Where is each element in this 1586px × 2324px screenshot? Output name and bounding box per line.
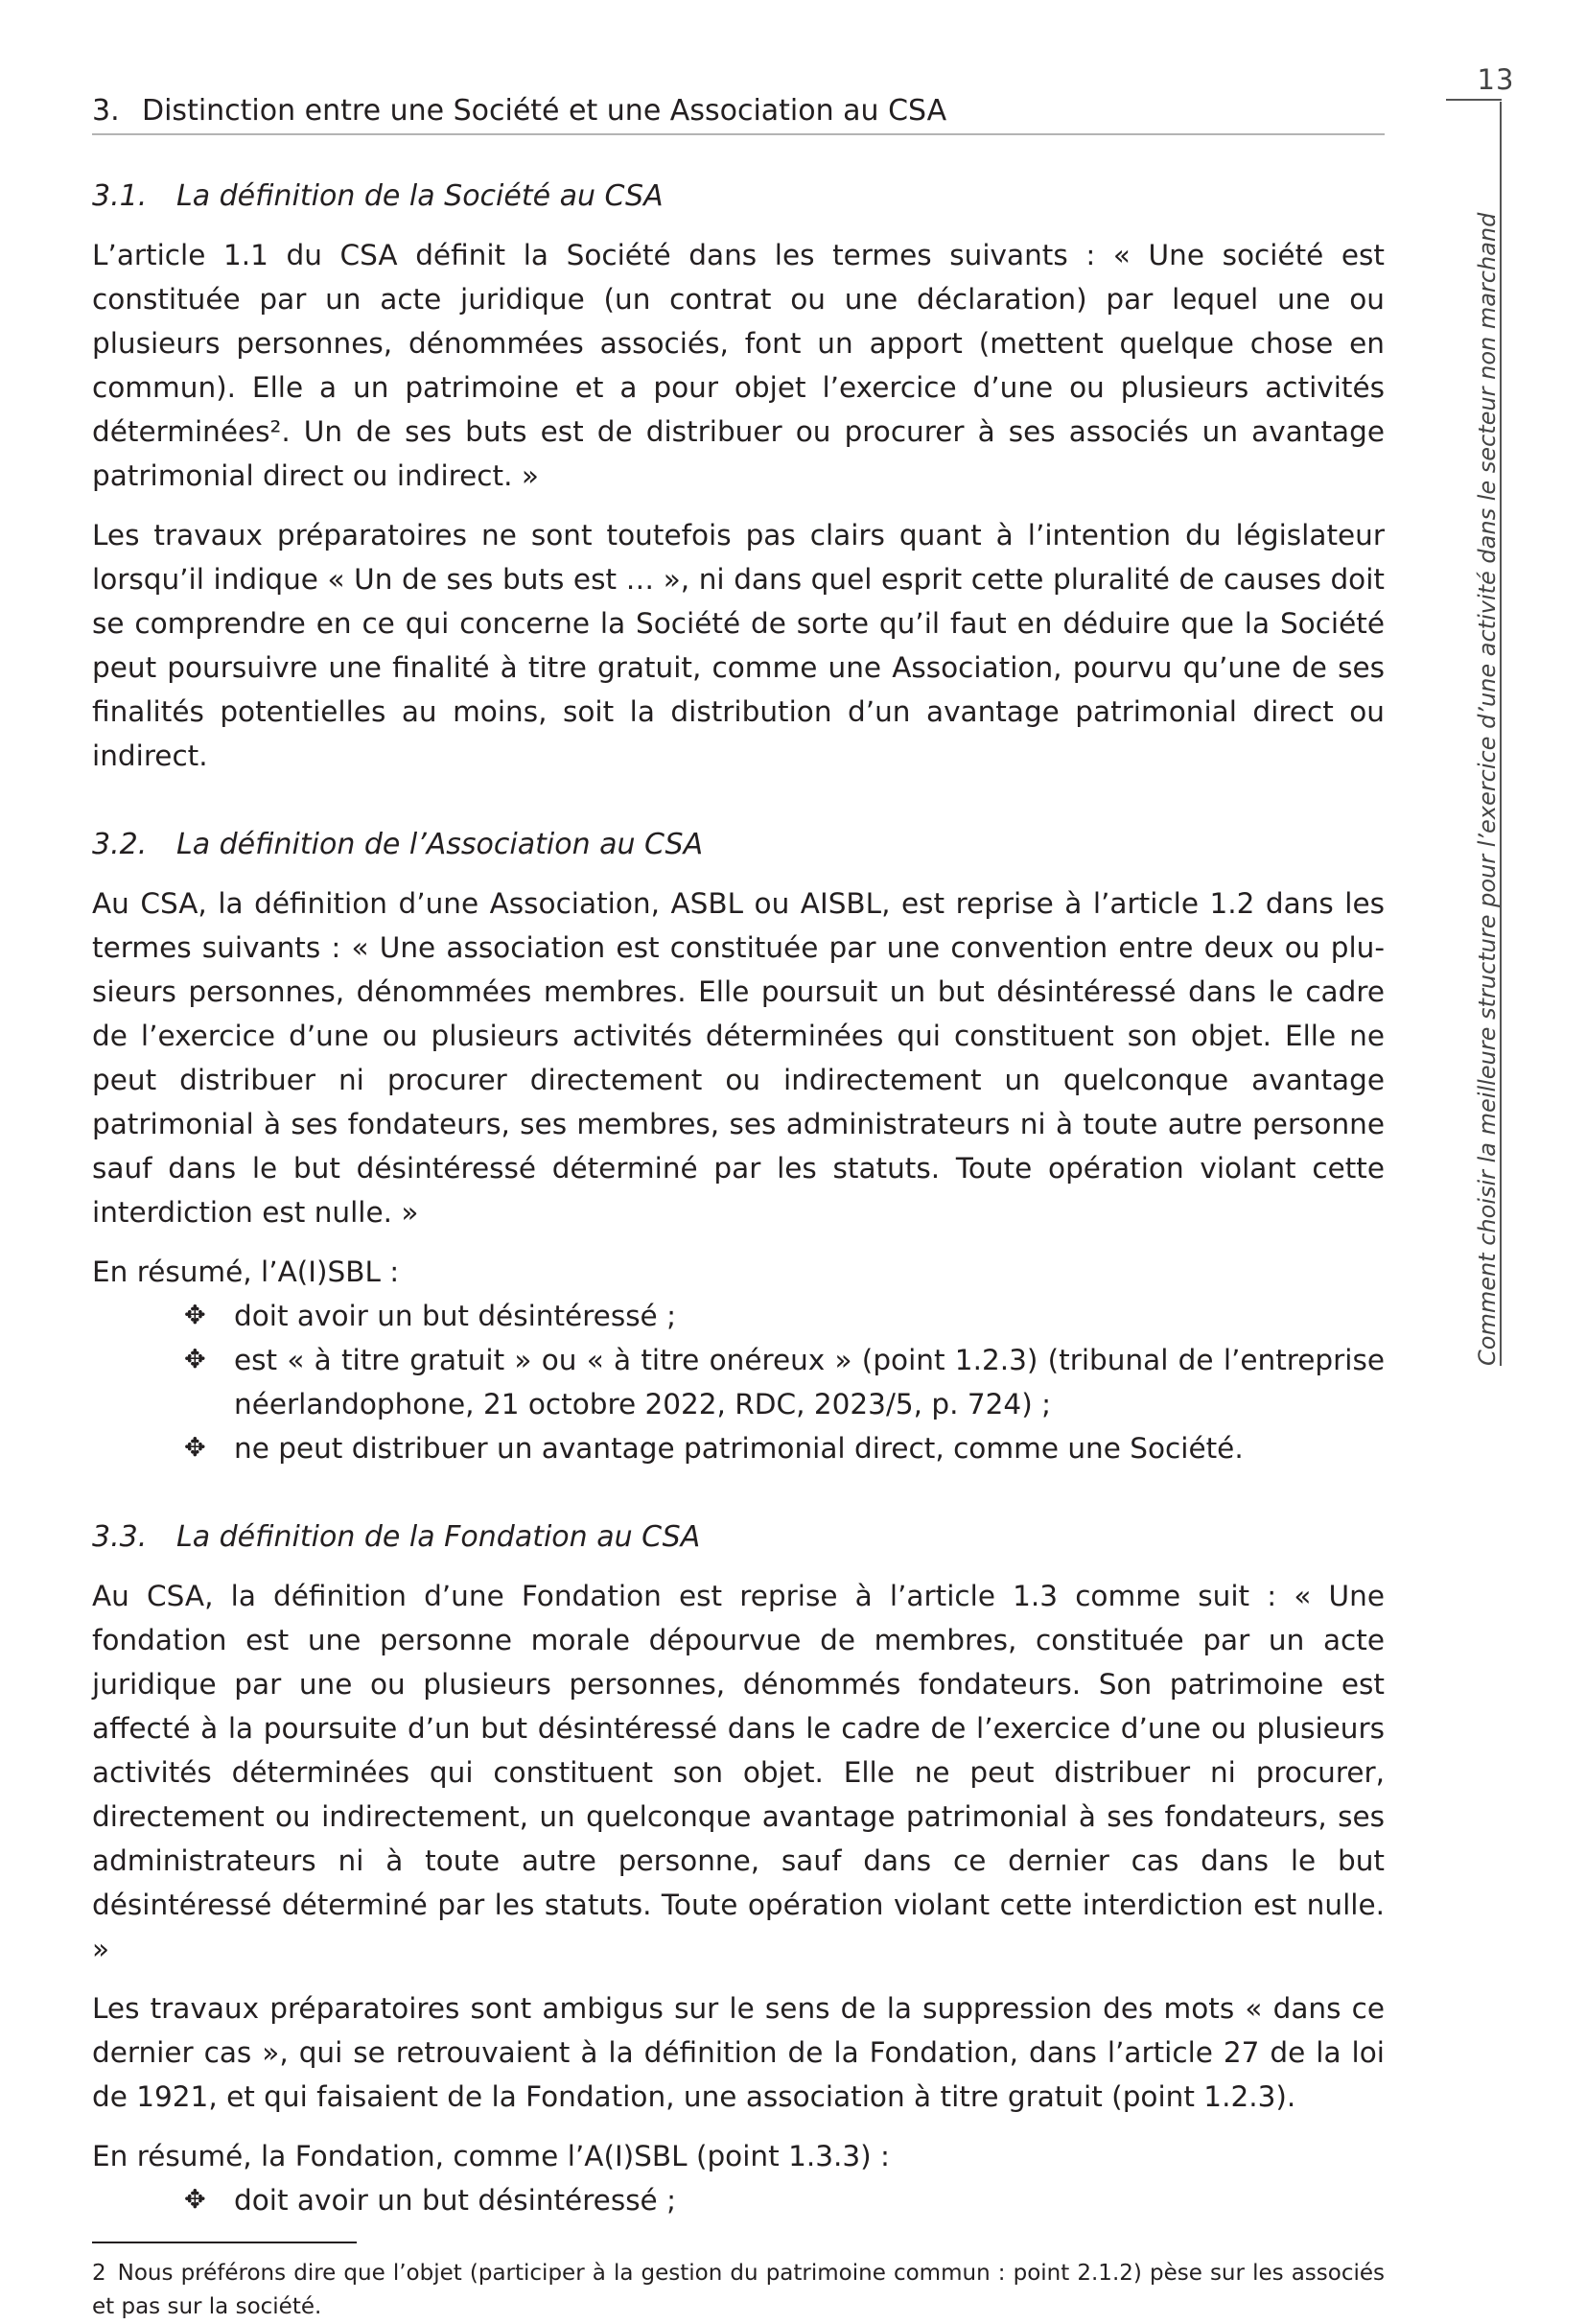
- list-item-text: ne peut distribuer un avantage patrimonial direct, comme une Société.: [234, 1432, 1244, 1465]
- summary-lead: En résumé, la Fondation, comme l’A(I)SBL (point 1.3.3) :: [92, 2140, 890, 2172]
- header-tick-rule: [1446, 99, 1502, 101]
- list-item-text: doit avoir un but désintéressé ;: [234, 1300, 677, 1332]
- bullet-list: [92, 2178, 1385, 2222]
- subsection-number: 3.2.: [92, 828, 148, 861]
- footnote: [92, 2257, 1385, 2324]
- subsection-title: La définition de l’Association au CSA: [176, 828, 704, 861]
- main-content: [92, 92, 1385, 2324]
- list-item-text: doit avoir un but désintéressé ;: [234, 2184, 677, 2217]
- list-item-text: est « à titre gratuit » ou « à titre onéreux » (point 1.2.3) (tribunal de l’entreprise néerlandophone, 21 octobre 2022, RDC, 2023/5, p. 724) ;: [234, 1344, 1385, 1420]
- four-petal-ornament-icon: ✥: [184, 1345, 206, 1374]
- four-petal-ornament-icon: ✥: [184, 2185, 206, 2215]
- paragraph: Les travaux préparatoires ne sont toutefois pas clairs quant à l’intention du législateur lorsqu’il indique « Un de ses buts est … », ni dans quel esprit cette pluralité de causes doit se comprendre en ce qui concerne la Société de sorte qu’il faut en déduire que la Société peut poursuivre une finalité à titre gratuit, comme une Association, pourvu qu’une de ses finalités potentielles au moins, soit la distribution d’un avantage patrimonial direct ou indirect.: [92, 519, 1385, 772]
- subsection-number: 3.1.: [92, 179, 148, 213]
- footnote-text: Nous préférons dire que l’objet (participer à la gestion du patrimoine commun : point 2.1.2) pèse sur les associés et pas sur la société.: [92, 2261, 1385, 2319]
- four-petal-ornament-icon: ✥: [184, 1433, 206, 1463]
- paragraph: Au CSA, la définition d’une Fondation est reprise à l’article 1.3 comme suit : « Une fondation est une personne morale dépourvue de membres, constituée par un acte juridique par une ou plusieurs personnes, dénommés fondateurs. Son patrimoine est affecté à la poursuite d’un but désintéressé dans le cadre de l’exercice d’une ou plusieurs activités déterminées qui constituent son objet. Elle ne peut distribuer ni procurer, directement ou indirectement, un quelconque avantage patrimonial à ses fondateurs, ses administrateurs ni à toute autre personne, sauf dans ce dernier cas dans le but désintéressé déterminé par les statuts. Toute opération violant cette interdiction est nulle. »: [92, 1580, 1385, 1965]
- summary-lead: En résumé, l’A(I)SBL :: [92, 1256, 400, 1288]
- subsection-heading-societe: [92, 177, 1385, 216]
- paragraph: L’article 1.1 du CSA définit la Société dans les termes suivants : « Une société est constituée par un acte juridique (un contrat ou une déclaration) par lequel une ou plusieurs personnes, dénommées associés, font un apport (mettent quelque chose en commun). Elle a un patrimoine et a pour objet l’exercice d’une ou plusieurs activités déterminées². Un de ses buts est de distribuer ou procurer à ses associés un avantage patrimonial direct ou indirect. »: [92, 239, 1385, 492]
- list-item: [184, 1294, 1385, 1338]
- subsection-title: La définition de la Société au CSA: [176, 179, 664, 213]
- page-number: 13: [1477, 63, 1515, 96]
- list-item: [184, 2178, 1385, 2222]
- subsection-number: 3.3.: [92, 1520, 148, 1554]
- section-title: Distinction entre une Société et une Association au CSA: [142, 94, 947, 128]
- subsection-heading-fondation: [92, 1518, 1385, 1557]
- section-number: 3.: [92, 94, 120, 128]
- four-petal-ornament-icon: ✥: [184, 1301, 206, 1330]
- list-item: [184, 1338, 1385, 1426]
- bullet-list: [92, 1294, 1385, 1470]
- section-heading: [92, 92, 1385, 135]
- list-item: [184, 1426, 1385, 1470]
- subsection-title: La définition de la Fondation au CSA: [176, 1520, 701, 1554]
- subsection-heading-association: [92, 826, 1385, 864]
- paragraph: Au CSA, la définition d’une Association, ASBL ou AISBL, est reprise à l’article 1.2 dans les termes suivants : « Une association est constituée par une convention entre deux ou plusieurs personnes, dénommées membres. Elle poursuit un but désintéressé dans le cadre de l’exercice d’une ou plusieurs activités déterminées qui constituent son objet. Elle ne peut distribuer ni procurer directement ou indirectement un quelconque avantage patrimonial à ses fondateurs, ses membres, ses administrateurs ni à toute autre personne sauf dans le but désintéressé déterminé par les statuts. Toute opération violant cette interdiction est nulle. »: [92, 887, 1385, 1229]
- footnote-number: 2: [92, 2261, 106, 2286]
- paragraph: Les travaux préparatoires sont ambigus sur le sens de la suppression des mots « dans ce dernier cas », qui se retrouvaient à la définition de la Fondation, dans l’article 27 de la loi de 1921, et qui faisaient de la Fondation, une association à titre gratuit (point 1.2.3).: [92, 1992, 1385, 2113]
- running-title: Comment choisir la meilleure structure pour l’exercice d’une activité dans le secteur non marchand: [1474, 212, 1501, 1366]
